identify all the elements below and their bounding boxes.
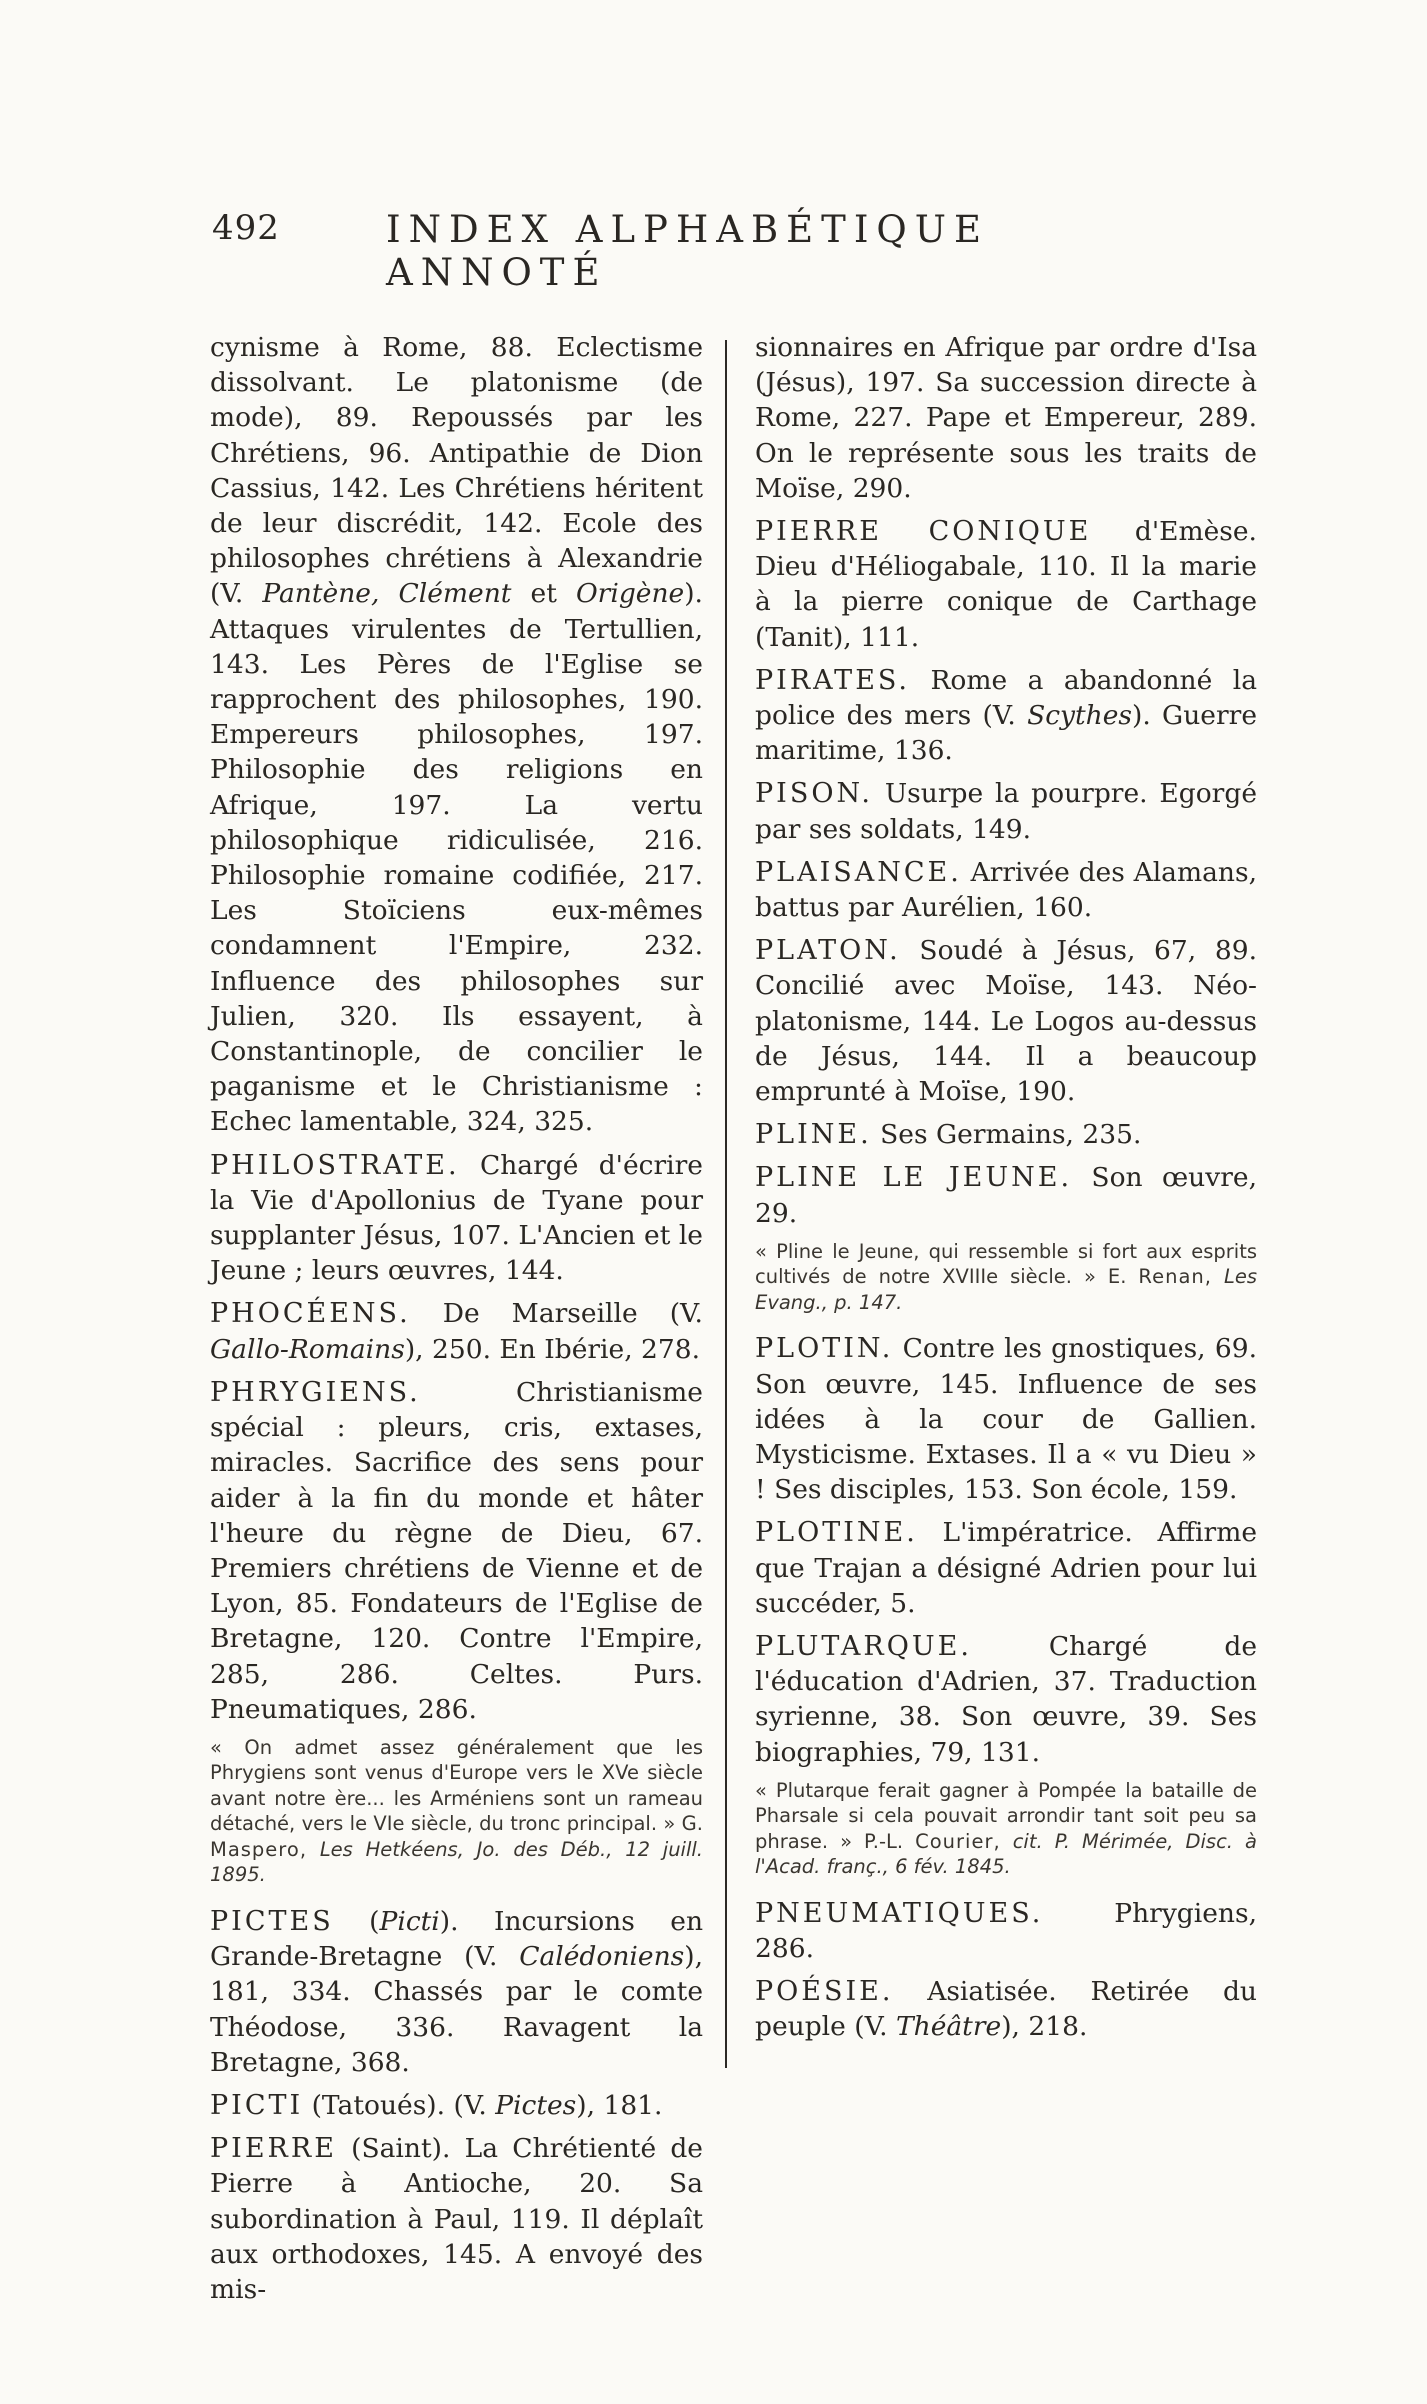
entry-head: PLUTARQUE. <box>755 1631 972 1662</box>
entry-head: PLOTINE. <box>755 1517 918 1549</box>
entry-plotine: PLOTINE. L'impératrice. Affirme que Trajan a désigné Adrien pour lui succéder, 5. <box>755 1517 1257 1619</box>
entry-head: PLAISANCE. <box>755 856 962 888</box>
entry-pneumatiques: PNEUMATIQUES. Phrygiens, 286. <box>755 1897 1257 1965</box>
entry-plotin: PLOTIN. Contre les gnostiques, 69. Son œuvre, 145. Influence de ses idées à la cour de Gallien. Mysticisme. Extases. Il a « vu Dieu » ! Ses disciples, 153. Son école, 159. <box>755 1333 1257 1506</box>
entry-head: PICTES <box>210 1905 334 1937</box>
running-title: INDEX ALPHABÉTIQUE ANNOTÉ <box>386 208 989 294</box>
entry-pictes: PICTES (Picti). Incursions en Grande-Bretagne (V. Calédoniens), 181, 334. Chassés par le comte Théodose, 336. Ravagent la Bretagne, 368. <box>210 1905 704 2078</box>
entry-pierre-conique: PIERRE CONIQUE d'Emèse. Dieu d'Héliogabale, 110. Il la marie à la pierre conique de Carthage (Tanit), 111. <box>755 516 1257 653</box>
left-column <box>210 330 703 2315</box>
entry-pierre: PIERRE (Saint). La Chrétienté de Pierre à Antioche, 20. Sa subordination à Paul, 119. Il déplaît aux orthodoxes, 145. A envoyé des mis- <box>210 2133 703 2305</box>
entry-poesie: POÉSIE. Asiatisée. Retirée du peuple (V. Théâtre), 218. <box>755 1976 1257 2043</box>
entry-head: PIRATES. <box>755 664 911 696</box>
entry-pirates: PIRATES. Rome a abandonné la police des mers (V. Scythes). Guerre maritime, 136. <box>755 664 1257 767</box>
entry-head: PLINE LE JEUNE. <box>755 1162 1073 1194</box>
entry-philosophes-continued: cynisme à Rome, 88. Eclectisme dissolvant. Le platonisme (de mode), 89. Repoussés par les Chrétiens, 96. Antipathie de Dion Cassius, 142. Les Chrétiens héritent de leur discrédit, 142. Ecole des philosophes chrétiens à Alexandrie (V. Pantène, Clément et Origène). Attaques virulentes de Tertullien, 143. Les Pères de l'Eglise se rapprochent des philosophes, 190. Empereurs philosophes, 197. Philosophie des religions en Afrique, 197. La vertu philosophique ridiculisée, 216. Philosophie romaine codifiée, 217. Les Stoïciens eux-mêmes condamnent l'Empire, 232. Influence des philosophes sur Julien, 320. Ils essayent, à Constantinople, de concilier le paganisme et le Christianisme : Echec lamentable, 324, 325. <box>210 332 703 1138</box>
entry-head: PLOTIN. <box>755 1333 894 1365</box>
entry-plaisance: PLAISANCE. Arrivée des Alamans, battus par Aurélien, 160. <box>755 856 1257 924</box>
entry-head: PIERRE CONIQUE <box>755 516 1092 548</box>
quote-courier: « Plutarque ferait gagner à Pompée la bataille de Pharsale si cela pouvait arrondir tant soit peu sa phrase. » P.-L. Courier, cit. P. Mérimée, Disc. à l'Acad. franç., 6 fév. 1845. <box>755 1778 1257 1879</box>
entry-pierre-continued: sionnaires en Afrique par ordre d'Isa (Jésus), 197. Sa succession directe à Rome, 227. Pape et Empereur, 289. On le représente sous les traits de Moïse, 290. <box>755 332 1257 504</box>
entry-phrygiens: PHRYGIENS. Christianisme spécial : pleurs, cris, extases, miracles. Sacrifice des sens pour aider à la fin du monde et hâter l'heure du règne de Dieu, 67. Premiers chrétiens de Vienne et de Lyon, 85. Fondateurs de l'Eglise de Bretagne, 120. Contre l'Empire, 285, 286. Celtes. Purs. Pneumatiques, 286. <box>210 1376 703 1725</box>
entry-head: PLINE. <box>755 1119 872 1151</box>
entry-head: PISON. <box>755 778 873 810</box>
entry-head: PIERRE <box>210 2133 337 2165</box>
page-header <box>212 208 1212 294</box>
entry-phoceens: PHOCÉENS. De Marseille (V. Gallo-Romains), 250. En Ibérie, 278. <box>210 1298 703 1365</box>
entry-pline-le-jeune: PLINE LE JEUNE. Son œuvre, 29. <box>755 1162 1257 1229</box>
entry-head: POÉSIE. <box>755 1976 894 2008</box>
quote-maspero: « On admet assez généralement que les Phrygiens sont venus d'Europe vers le XVe siècle avant notre ère... les Arméniens sont un rameau détaché, vers le VIe siècle, du tronc principal. » G. Maspero, Les Hetkéens, Jo. des Déb., 12 juill. 1895. <box>210 1735 704 1887</box>
entry-pline: PLINE. Ses Germains, 235. <box>755 1119 1142 1151</box>
page-number: 492 <box>212 208 280 248</box>
entry-head: PHRYGIENS. <box>210 1376 421 1408</box>
entry-head: PLATON. <box>755 935 901 967</box>
entry-pison: PISON. Usurpe la pourpre. Egorgé par ses soldats, 149. <box>755 778 1257 845</box>
entry-plutarque: PLUTARQUE. Chargé de l'éducation d'Adrien, 37. Traduction syrienne, 38. Son œuvre, 39. Ses biographies, 79, 131. <box>755 1631 1257 1768</box>
entry-head: PICTI <box>210 2089 304 2121</box>
right-column <box>755 330 1257 2053</box>
entry-philostrate: PHILOSTRATE. Chargé d'écrire la Vie d'Apollonius de Tyane pour supplanter Jésus, 107. L'Ancien et le Jeune ; leurs œuvres, 144. <box>210 1149 703 1287</box>
entry-head: PNEUMATIQUES. <box>755 1897 1044 1929</box>
column-divider <box>725 340 727 2068</box>
entry-picti: PICTI (Tatoués). (V. Pictes), 181. <box>210 2089 663 2121</box>
entry-head: PHOCÉENS. <box>210 1298 411 1330</box>
entry-head: PHILOSTRATE. <box>210 1149 460 1181</box>
entry-platon: PLATON. Soudé à Jésus, 67, 89. Concilié avec Moïse, 143. Néo-platonisme, 144. Le Logos au-dessus de Jésus, 144. Il a beaucoup emprunté à Moïse, 190. <box>755 935 1257 1108</box>
quote-renan: « Pline le Jeune, qui ressemble si fort aux esprits cultivés de notre XVIIIe siècle. » E. Renan, Les Evang., p. 147. <box>755 1239 1257 1314</box>
